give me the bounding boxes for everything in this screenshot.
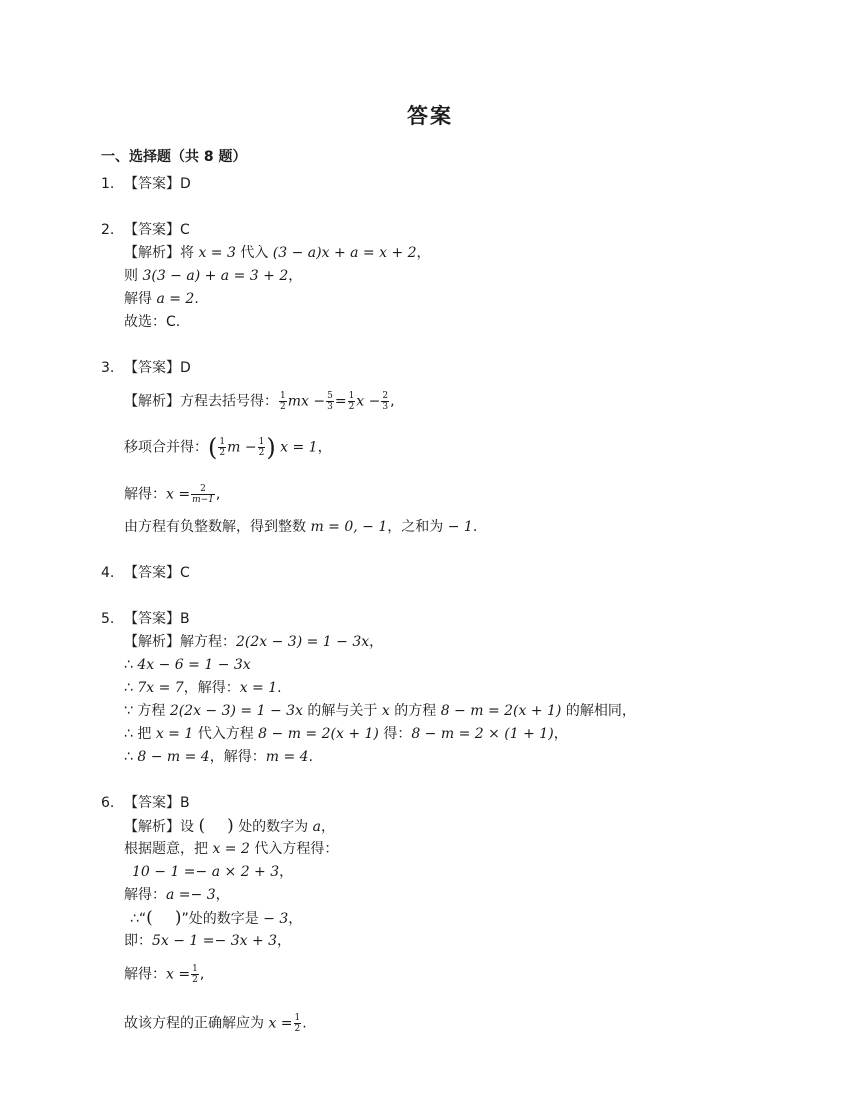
q1-number: 1. bbox=[101, 176, 115, 192]
q5-analysis-line-5: ∴ 把 x = 1 代入方程 8 − m = 2(x + 1) 得：8 − m = 2 × (1 + 1)， bbox=[124, 726, 568, 742]
q2-analysis-line-4: 故选：C. bbox=[124, 314, 181, 330]
q2-answer: 【答案】C bbox=[124, 222, 190, 238]
q6-number: 6. bbox=[101, 795, 115, 811]
page-title: 答案 bbox=[407, 104, 453, 128]
q2-analysis-line-2: 则 3(3 − a) + a = 3 + 2， bbox=[124, 268, 303, 284]
q2-number: 2. bbox=[101, 222, 115, 238]
q5-answer: 【答案】B bbox=[124, 611, 190, 627]
q6-analysis-line-1: 【解析】设 ( ) 处的数字为 a， bbox=[124, 816, 335, 836]
q3-analysis-line-4: 由方程有负整数解，得到整数 m = 0, − 1，之和为 − 1. bbox=[124, 519, 478, 535]
q3-analysis-line-2: 移项合并得：( $\frac{1}{2}$ m − $\frac{1}{2}$ ) x = 1， bbox=[124, 433, 332, 462]
q5-analysis-line-3: ∴ 7x = 7，解得：x = 1. bbox=[124, 680, 282, 696]
q3-analysis-line-1: 【解析】方程去括号得： $\frac{1}{2}$ mx − $\frac{5}{3}$ = $\frac{1}{2}$ x − $\frac{2}{3}$ , bbox=[124, 391, 395, 412]
q4-answer: 【答案】C bbox=[124, 565, 190, 581]
q6-analysis-line-3: 10 − 1 =− a × 2 + 3， bbox=[132, 864, 294, 880]
q6-analysis-line-2: 根据题意，把 x = 2 代入方程得： bbox=[124, 841, 339, 857]
q2-analysis-line-1: 【解析】将 x = 3 代入 (3 − a)x + a = x + 2， bbox=[124, 245, 431, 261]
q5-analysis-line-4: ∵ 方程 2(2x − 3) = 1 − 3x 的解与关于 x 的方程 8 − m = 2(x + 1) 的解相同， bbox=[124, 703, 636, 719]
q5-analysis-line-2: ∴ 4x − 6 = 1 − 3x bbox=[124, 657, 251, 673]
q6-analysis-line-5: ∴“( )”处的数字是 − 3， bbox=[130, 908, 303, 928]
q3-number: 3. bbox=[101, 360, 115, 376]
q4-number: 4. bbox=[101, 565, 115, 581]
q5-number: 5. bbox=[101, 611, 115, 627]
q2-analysis-line-3: 解得 a = 2. bbox=[124, 291, 199, 307]
q3-answer: 【答案】D bbox=[124, 360, 191, 376]
q6-analysis-line-6: 即：5x − 1 =− 3x + 3， bbox=[124, 933, 292, 949]
section-heading: 一、选择题（共 8 题） bbox=[101, 149, 247, 165]
q6-answer: 【答案】B bbox=[124, 795, 190, 811]
q6-analysis-line-8: 故该方程的正确解应为 x = $\frac{1}{2}$ . bbox=[124, 1013, 307, 1034]
q3-analysis-line-3: 解得：x = $\frac{2}{m-1}$ , bbox=[124, 484, 221, 505]
q6-analysis-line-7: 解得：x = $\frac{1}{2}$ , bbox=[124, 964, 205, 985]
q5-analysis-line-6: ∴ 8 − m = 4，解得：m = 4. bbox=[124, 749, 313, 765]
q6-analysis-line-4: 解得：a =− 3， bbox=[124, 887, 230, 903]
q1-answer: 【答案】D bbox=[124, 176, 191, 192]
q5-analysis-line-1: 【解析】解方程：2(2x − 3) = 1 − 3x， bbox=[124, 634, 384, 650]
